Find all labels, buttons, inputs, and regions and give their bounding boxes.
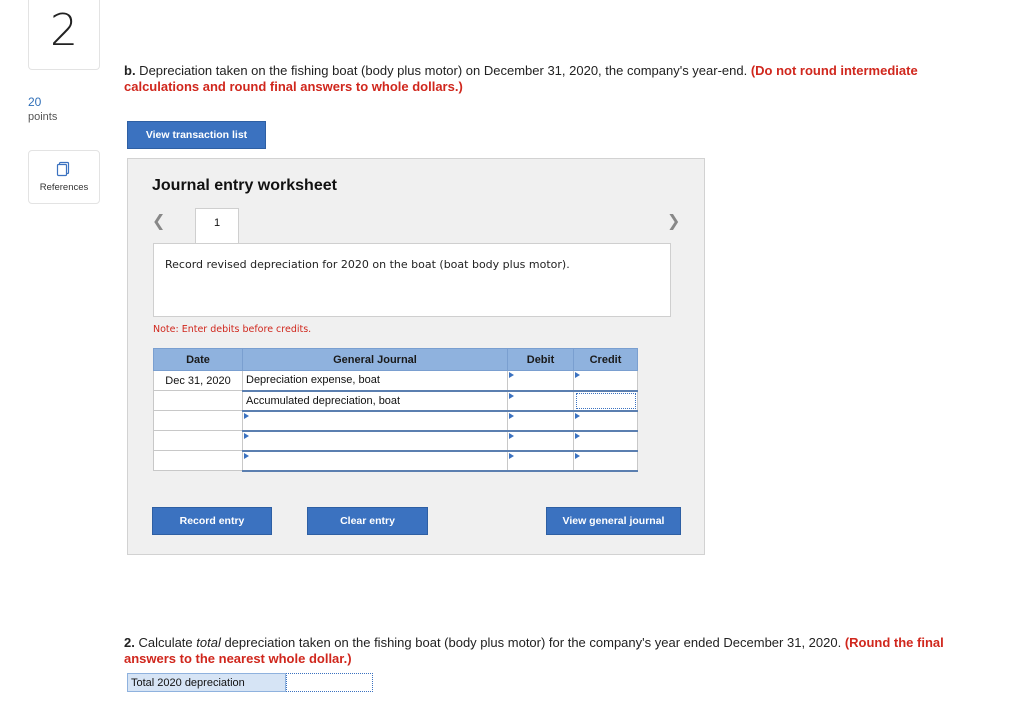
references-icon — [56, 161, 72, 177]
worksheet-title: Journal entry worksheet — [152, 177, 337, 194]
date-cell[interactable] — [154, 391, 243, 411]
credit-input[interactable] — [574, 371, 638, 391]
account-select[interactable]: Depreciation expense, boat — [243, 371, 508, 391]
debit-input[interactable] — [508, 451, 574, 471]
transaction-description: Record revised depreciation for 2020 on the boat (boat body plus motor). — [165, 258, 570, 271]
column-header-credit: Credit — [574, 349, 638, 371]
column-header-journal: General Journal — [243, 349, 508, 371]
part-2-text-a: Calculate — [134, 635, 197, 650]
date-cell[interactable] — [154, 451, 243, 471]
references-label: References — [39, 182, 89, 193]
part-2-text-em: total — [196, 635, 221, 650]
account-select[interactable] — [243, 451, 508, 471]
clear-entry-button[interactable]: Clear entry — [307, 507, 428, 535]
total-depreciation-input[interactable] — [286, 673, 373, 692]
record-entry-button[interactable]: Record entry — [152, 507, 272, 535]
date-cell[interactable]: Dec 31, 2020 — [154, 371, 243, 391]
account-select[interactable] — [243, 411, 508, 431]
table-row — [154, 391, 638, 411]
part-b-instruction: (Do not round intermediate calculations and round final answers to whole dollars.) — [124, 63, 918, 94]
debit-input[interactable] — [508, 411, 574, 431]
column-header-debit: Debit — [508, 349, 574, 371]
question-number: 2 — [50, 5, 78, 56]
view-transaction-list-button[interactable]: View transaction list — [127, 121, 266, 149]
part-2-text-b: depreciation taken on the fishing boat (body plus motor) for the company's year ended December 31, 2020. — [220, 635, 845, 650]
points-value: 20 — [28, 95, 42, 109]
account-select[interactable]: Accumulated depreciation, boat — [243, 391, 508, 411]
debit-input[interactable] — [508, 391, 574, 411]
part-2-prefix: 2. — [124, 635, 135, 650]
points-label: points — [28, 111, 58, 123]
date-cell[interactable] — [154, 411, 243, 431]
credit-input[interactable] — [574, 391, 638, 411]
part-2-prompt — [124, 635, 954, 667]
transaction-description-box — [153, 243, 671, 317]
table-row — [154, 431, 638, 451]
tab-entry-1[interactable]: 1 — [195, 208, 239, 244]
credit-input[interactable] — [574, 431, 638, 451]
table-row — [154, 371, 638, 391]
journal-table — [153, 348, 638, 472]
table-row — [154, 451, 638, 471]
part-b-prefix: b. — [124, 63, 136, 78]
column-header-date: Date — [154, 349, 243, 371]
chevron-right-icon[interactable]: ❯ — [667, 211, 681, 230]
credit-input[interactable] — [574, 411, 638, 431]
view-general-journal-button[interactable]: View general journal — [546, 507, 681, 535]
total-depreciation-label: Total 2020 depreciation — [127, 673, 286, 692]
debit-input[interactable] — [508, 431, 574, 451]
date-cell[interactable] — [154, 431, 243, 451]
part-b-text: Depreciation taken on the fishing boat (body plus motor) on December 31, 2020, the company's year-end. — [135, 63, 751, 78]
part-b-prompt — [124, 63, 944, 95]
account-select[interactable] — [243, 431, 508, 451]
table-row — [154, 411, 638, 431]
debits-note: Note: Enter debits before credits. — [153, 324, 312, 335]
part-2-instruction: (Round the final answers to the nearest whole dollar.) — [124, 635, 944, 666]
journal-entry-worksheet — [127, 158, 705, 555]
chevron-left-icon[interactable]: ❮ — [152, 211, 166, 230]
credit-input[interactable] — [574, 451, 638, 471]
debit-input[interactable] — [508, 371, 574, 391]
question-number-box — [28, 0, 100, 70]
references-button[interactable] — [28, 150, 100, 204]
